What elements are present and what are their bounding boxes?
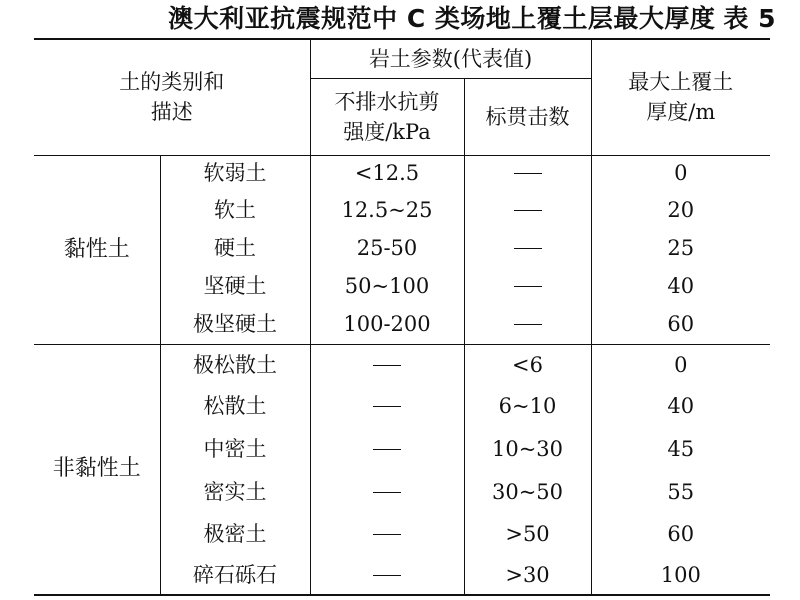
depth-value: 100: [591, 555, 770, 595]
shear-value: 50~100: [310, 267, 464, 305]
table-number: 表 5: [723, 4, 776, 33]
group-label-non-cohesive: 非黏性土: [34, 344, 160, 595]
depth-value: 45: [667, 436, 695, 461]
table-row: [34, 155, 770, 191]
soil-desc: 软弱土: [160, 155, 310, 191]
shear-value: [310, 344, 464, 385]
cohesive-group: [34, 155, 770, 344]
header-shear-strength-line1: 不排水抗剪: [334, 89, 440, 114]
header-shear-strength: [310, 78, 464, 155]
table-caption: [96, 2, 776, 36]
dash-mark: [373, 492, 401, 493]
spt-value: [464, 155, 591, 191]
spt-value: [464, 305, 591, 344]
shear-value: 100-200: [310, 305, 464, 344]
header-soil-type-line1: 土的类别和: [119, 70, 225, 95]
spt-value: >30: [464, 555, 591, 595]
spt-value: [464, 267, 591, 305]
soil-desc: 极坚硬土: [160, 305, 310, 344]
depth-value: 60: [667, 312, 695, 337]
header-rock-params: 岩土参数(代表值): [310, 39, 591, 78]
depth-value: 25: [667, 236, 695, 260]
soil-desc: 坚硬土: [160, 267, 310, 305]
header-spt-count: 标贯击数: [464, 78, 591, 155]
dash-mark: [373, 449, 401, 450]
depth-value: 40: [667, 274, 695, 298]
header-shear-strength-line2: 强度/kPa: [343, 119, 431, 144]
shear-value: [310, 470, 464, 513]
soil-desc: 极密土: [160, 513, 310, 555]
shear-value: [310, 555, 464, 595]
spt-value: 10~30: [464, 427, 591, 470]
dash-mark: [373, 534, 401, 535]
dash-mark: [514, 210, 542, 211]
spt-value: 30~50: [464, 470, 591, 513]
shear-value: <12.5: [310, 155, 464, 191]
depth-value: 0: [591, 155, 770, 191]
soil-desc: 硬土: [160, 229, 310, 267]
shear-value: [310, 427, 464, 470]
soil-desc: 密实土: [160, 470, 310, 513]
dash-mark: [514, 324, 542, 325]
depth-value: 40: [667, 394, 695, 418]
spt-value: [464, 229, 591, 267]
dash-mark: [514, 173, 542, 174]
header-max-depth: [591, 39, 770, 155]
spt-value: [464, 191, 591, 229]
depth-value: 55: [667, 479, 695, 504]
shear-value: 12.5~25: [310, 191, 464, 229]
header-max-depth-line2: 厚度/m: [646, 100, 716, 125]
depth-value: 20: [667, 198, 695, 222]
non-cohesive-group: [34, 344, 770, 595]
shear-value: 25-50: [310, 229, 464, 267]
table-header: [34, 39, 770, 155]
soil-thickness-table: [34, 38, 770, 596]
depth-value: 0: [591, 344, 770, 385]
table-title: 澳大利亚抗震规范中 C 类场地上覆土层最大厚度: [168, 4, 716, 33]
soil-desc: 极松散土: [160, 344, 310, 385]
shear-value: [310, 513, 464, 555]
header-soil-type-line2: 描述: [150, 100, 193, 125]
shear-value: [310, 385, 464, 427]
depth-value: 60: [667, 522, 695, 546]
dash-mark: [373, 406, 401, 407]
spt-value: >50: [464, 513, 591, 555]
dash-mark: [373, 365, 401, 366]
soil-desc: 软土: [160, 191, 310, 229]
table-row: [34, 344, 770, 385]
spt-value: 6~10: [464, 385, 591, 427]
header-max-depth-line1: 最大上覆土: [628, 70, 734, 95]
dash-mark: [514, 286, 542, 287]
soil-desc: 中密土: [160, 427, 310, 470]
soil-desc: 松散土: [160, 385, 310, 427]
soil-desc: 碎石砾石: [160, 555, 310, 595]
dash-mark: [373, 575, 401, 576]
dash-mark: [514, 248, 542, 249]
group-label-cohesive: 黏性土: [34, 155, 160, 344]
spt-value: <6: [464, 344, 591, 385]
header-soil-type: [34, 39, 310, 155]
